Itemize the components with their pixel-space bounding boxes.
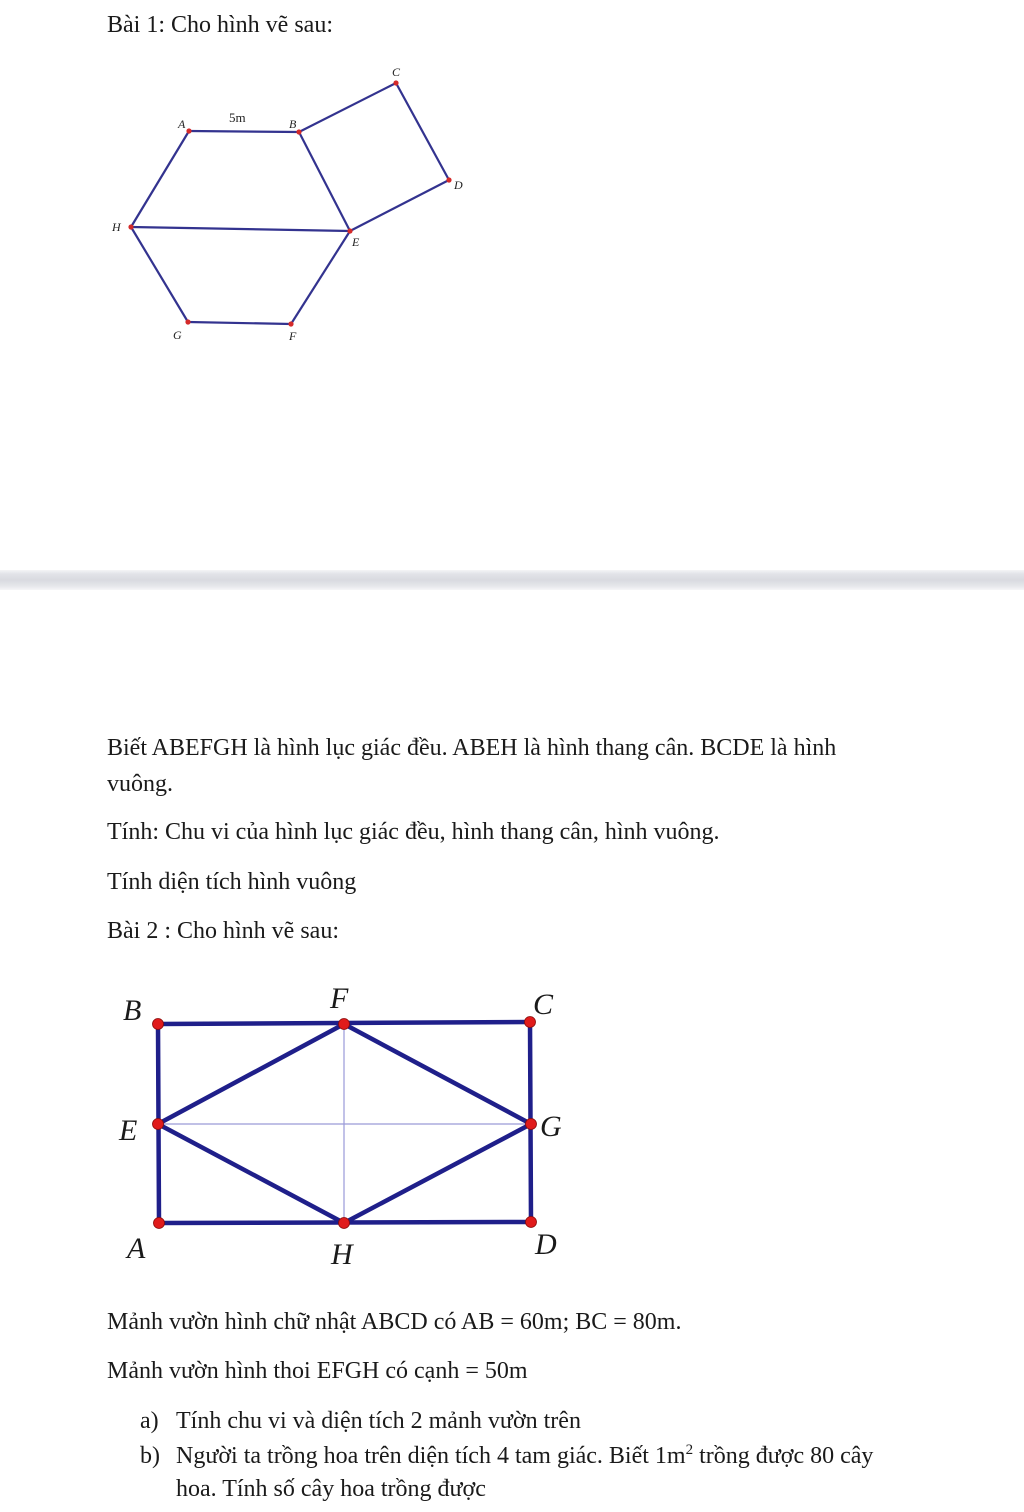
question-b-text-1: Người ta trồng hoa trên diện tích 4 tam giác. Biết 1m bbox=[176, 1443, 686, 1469]
segment-he bbox=[131, 227, 350, 231]
segment-he bbox=[158, 1124, 344, 1223]
page-divider bbox=[0, 570, 1024, 590]
label-b: B bbox=[123, 994, 142, 1027]
question-b-marker: b) bbox=[140, 1443, 160, 1469]
label-h: H bbox=[331, 1238, 353, 1271]
bai2-title: Bài 2 : Cho hình vẽ sau: bbox=[107, 918, 339, 944]
bai1-para2: Tính: Chu vi của hình lục giác đều, hình thang cân, hình vuông. bbox=[107, 819, 720, 845]
label-d: D bbox=[454, 178, 463, 192]
question-b-superscript: 2 bbox=[685, 1442, 694, 1458]
bai1-title: Bài 1: Cho hình vẽ sau: bbox=[107, 12, 333, 38]
label-c: C bbox=[533, 988, 554, 1021]
label-g: G bbox=[173, 328, 182, 342]
rectangle-rhombus-figure bbox=[0, 970, 620, 1280]
label-f: F bbox=[330, 982, 349, 1015]
label-h: H bbox=[112, 220, 121, 234]
segment-cd bbox=[396, 83, 449, 180]
bai2-line2: Mảnh vườn hình thoi EFGH có cạnh = 50m bbox=[107, 1358, 528, 1384]
segment-fg bbox=[188, 322, 291, 324]
question-a-marker: a) bbox=[140, 1408, 159, 1434]
label-a: A bbox=[127, 1232, 146, 1265]
point-g bbox=[185, 319, 190, 324]
point-e bbox=[153, 1119, 164, 1130]
point-d bbox=[526, 1217, 537, 1228]
bai1-para3: Tính diện tích hình vuông bbox=[107, 869, 357, 895]
point-h bbox=[128, 224, 133, 229]
question-a bbox=[140, 1405, 1000, 1438]
segment-gh bbox=[344, 1124, 531, 1223]
bai2-line1: Mảnh vườn hình chữ nhật ABCD có AB = 60m; BC = 80m. bbox=[107, 1309, 682, 1335]
question-b-line2: hoa. Tính số cây hoa trồng được bbox=[176, 1476, 486, 1502]
segment-ef bbox=[291, 231, 350, 324]
segment-ab bbox=[189, 131, 299, 132]
point-c bbox=[393, 80, 398, 85]
point-d bbox=[446, 177, 451, 182]
label-b: B bbox=[289, 117, 297, 131]
point-e bbox=[347, 228, 352, 233]
segment-gh bbox=[131, 227, 188, 322]
question-b bbox=[140, 1440, 1000, 1506]
segment-ef bbox=[158, 1024, 344, 1124]
label-e: E bbox=[119, 1114, 138, 1147]
segment-bc bbox=[299, 83, 396, 132]
bai1-para1-line2: vuông. bbox=[107, 771, 173, 797]
label-f: F bbox=[289, 329, 297, 343]
point-g bbox=[526, 1119, 537, 1130]
question-a-text: Tính chu vi và diện tích 2 mảnh vườn trên bbox=[176, 1408, 581, 1434]
label-d: D bbox=[535, 1228, 557, 1261]
point-a bbox=[154, 1218, 165, 1229]
point-b bbox=[153, 1019, 164, 1030]
point-a bbox=[186, 128, 191, 133]
point-b bbox=[296, 129, 301, 134]
point-f bbox=[339, 1019, 350, 1030]
bai2-question-list bbox=[140, 1405, 1000, 1506]
label-g: G bbox=[540, 1110, 562, 1143]
segment-fg bbox=[344, 1024, 531, 1124]
segment-ha bbox=[131, 131, 189, 227]
label-a: A bbox=[178, 117, 186, 131]
hexagon-square-figure bbox=[0, 0, 520, 360]
point-f bbox=[288, 321, 293, 326]
side-length-label: 5m bbox=[229, 110, 246, 125]
segment-be bbox=[299, 132, 350, 231]
bai1-para1-line1: Biết ABEFGH là hình lục giác đều. ABEH là hình thang cân. BCDE là hình bbox=[107, 735, 837, 761]
label-e: E bbox=[352, 235, 360, 249]
question-b-text-2: trồng được 80 cây bbox=[693, 1443, 874, 1469]
point-h bbox=[339, 1218, 350, 1229]
label-c: C bbox=[392, 65, 401, 79]
segment-de bbox=[350, 180, 449, 231]
